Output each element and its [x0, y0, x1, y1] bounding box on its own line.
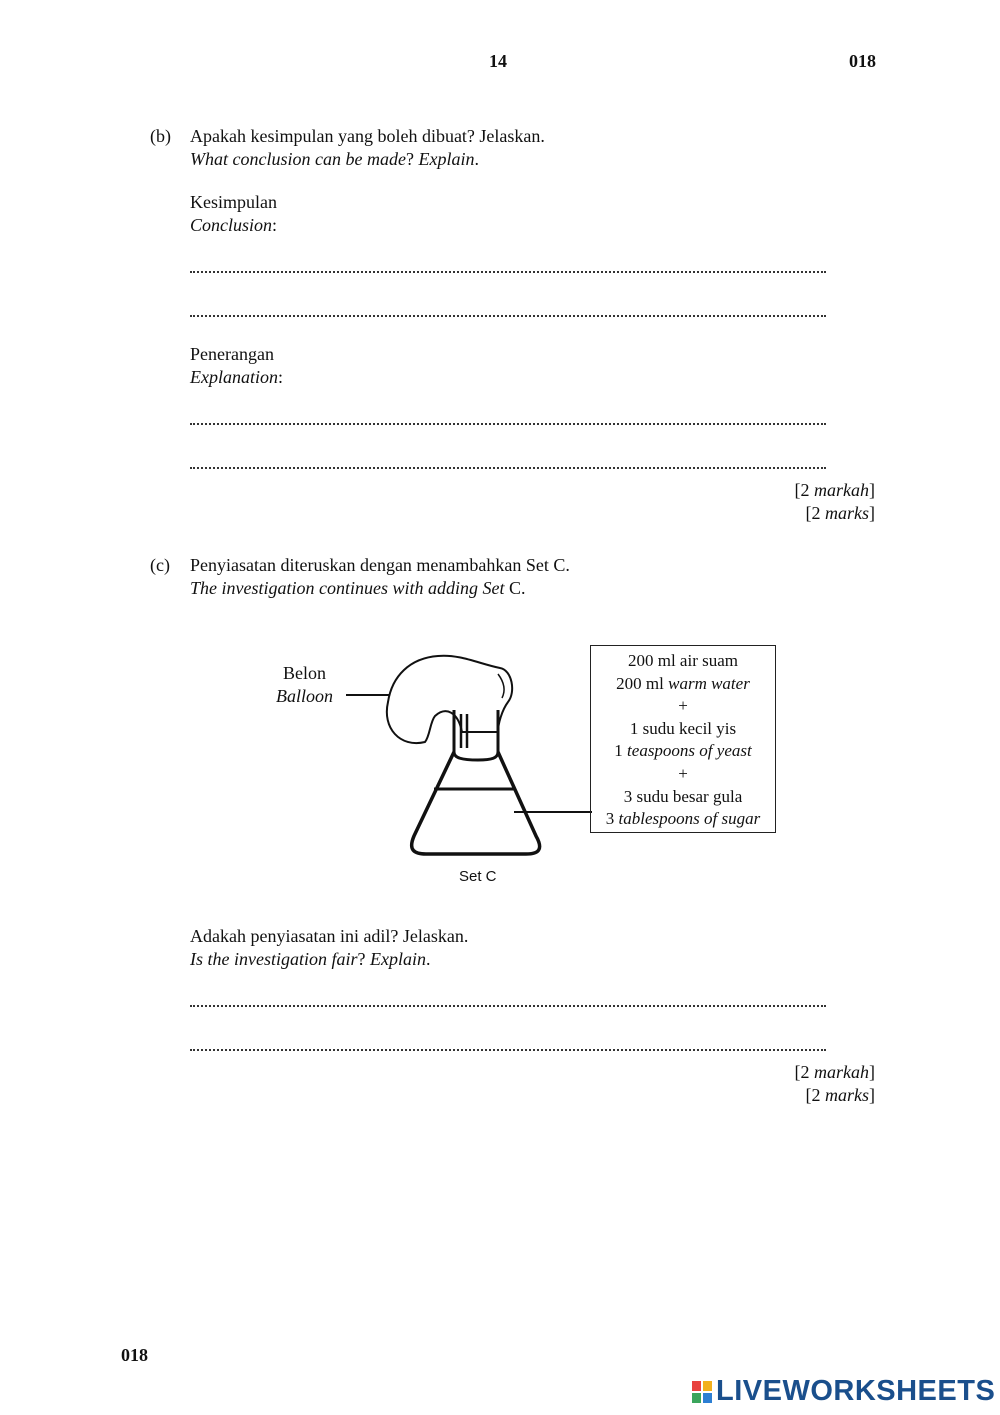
paper-code: 018: [849, 51, 876, 71]
explanation-label-en: [190, 366, 283, 389]
contents-box: [590, 645, 776, 833]
contents-text: 3: [605, 809, 619, 829]
conclusion-en-word: Conclusion: [190, 215, 273, 235]
part-c-intro-en-italic: The investigation continues with adding Set: [190, 578, 505, 598]
marks-num: [2: [794, 480, 814, 500]
contents-line: [591, 673, 775, 696]
contents-text: 1 sudu kecil yis: [629, 718, 737, 738]
balloon-label-en: Balloon: [276, 686, 333, 706]
contents-text-italic: tablespoons of sugar: [618, 809, 761, 829]
marks-word: marks: [825, 1085, 869, 1105]
part-c-explain-word: Explain: [369, 949, 426, 969]
conclusion-answer-line-1[interactable]: [190, 271, 826, 273]
contents-line: [591, 718, 775, 741]
part-c-marks-en: [806, 1084, 876, 1107]
explanation-answer-line-1[interactable]: [190, 423, 826, 425]
flask-body: [412, 752, 540, 854]
explanation-answer-line-2[interactable]: [190, 467, 826, 469]
marks-close: ]: [869, 503, 875, 523]
marks-close: ]: [869, 1085, 875, 1105]
set-c-label: Set C: [459, 868, 497, 885]
liveworksheets-brand[interactable]: LIVEWORKSHEETS: [716, 1375, 996, 1407]
contents-text: 3 sudu besar gula: [623, 786, 743, 806]
footer-paper-code: 018: [121, 1345, 148, 1365]
contents-line: [591, 740, 775, 763]
part-b-explain-word: Explain: [418, 149, 475, 169]
part-b-label: (b): [150, 126, 171, 146]
explanation-en-word: Explanation: [190, 367, 278, 387]
page-number: 14: [489, 51, 507, 71]
marks-word: marks: [825, 503, 869, 523]
contents-text: 1: [614, 741, 628, 761]
marks-close: ]: [869, 1062, 875, 1082]
part-b-marks-en: [806, 502, 876, 525]
marks-close: ]: [869, 480, 875, 500]
part-b-question-en: [190, 148, 479, 171]
part-b-question-en-italic: What conclusion can be made: [190, 149, 406, 169]
part-c-marks-ms: [795, 1061, 876, 1084]
conclusion-answer-line-2[interactable]: [190, 315, 826, 317]
contents-text: 200 ml air suam: [627, 651, 738, 670]
part-b-question-en-mid: ?: [405, 149, 419, 169]
fairness-answer-line-2[interactable]: [190, 1049, 826, 1051]
part-c-intro-en-end: C.: [504, 578, 526, 598]
part-c-intro-ms: Penyiasatan diteruskan dengan menambahkan Set C.: [190, 555, 570, 575]
explanation-colon: :: [278, 367, 284, 387]
balloon-shape: [387, 656, 512, 743]
marks-word: markah: [814, 1062, 869, 1082]
contents-text: 200 ml: [616, 673, 669, 693]
contents-line: [591, 808, 775, 831]
part-b-question-ms: Apakah kesimpulan yang boleh dibuat? Jelaskan.: [190, 126, 545, 146]
contents-plus: +: [678, 696, 688, 716]
marks-num: [2: [805, 503, 825, 523]
part-c-intro-en: [190, 577, 526, 600]
flask-diagram: [330, 640, 600, 870]
part-c-question-en-italic: Is the investigation fair: [190, 949, 358, 969]
contents-text-italic: teaspoons of yeast: [627, 741, 752, 761]
fairness-answer-line-1[interactable]: [190, 1005, 826, 1007]
part-c-question-en: [190, 948, 430, 971]
part-c-question-en-end: .: [425, 949, 431, 969]
marks-word: markah: [814, 480, 869, 500]
part-c-label: (c): [150, 555, 170, 575]
contents-plus: +: [678, 763, 688, 783]
conclusion-label-en: [190, 214, 277, 237]
part-c-question-en-mid: ?: [357, 949, 370, 969]
conclusion-label-ms: Kesimpulan: [190, 192, 277, 212]
part-b-marks-ms: [795, 479, 876, 502]
explanation-label-ms: Penerangan: [190, 344, 274, 364]
part-b-question-en-end: .: [474, 149, 479, 169]
liveworksheets-logo-icon: [692, 1381, 712, 1403]
contents-line: [591, 763, 775, 786]
contents-line: [591, 650, 775, 673]
contents-line: [591, 786, 775, 809]
part-c-question-ms: Adakah penyiasatan ini adil? Jelaskan.: [190, 926, 469, 946]
marks-num: [2: [794, 1062, 814, 1082]
contents-text-italic: warm water: [668, 673, 750, 693]
contents-line: [591, 695, 775, 718]
balloon-label-ms: Belon: [283, 663, 326, 683]
conclusion-colon: :: [272, 215, 278, 235]
marks-num: [2: [805, 1085, 825, 1105]
